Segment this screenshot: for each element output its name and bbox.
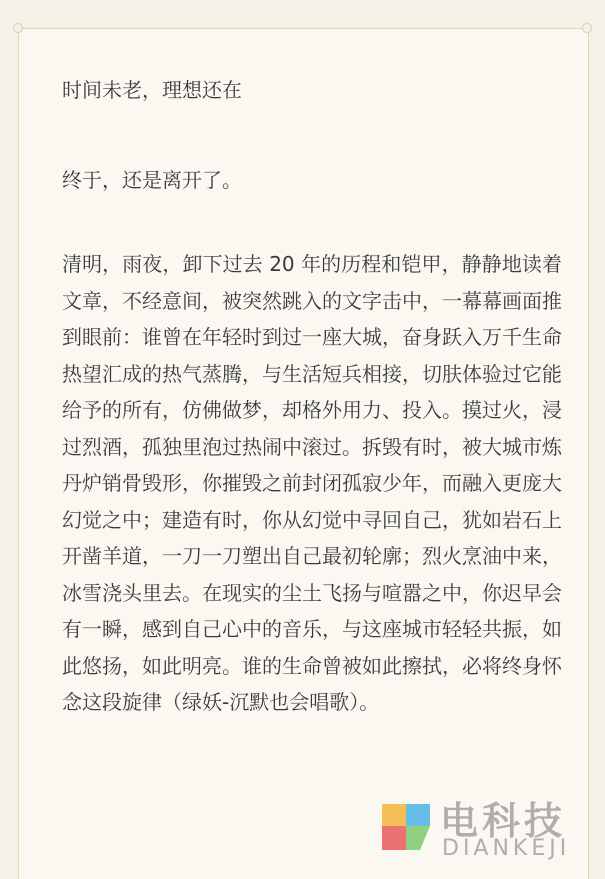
article-body: 清明，雨夜，卸下过去 20 年的历程和铠甲，静静地读着文章，不经意间，被突然跳入的文字击中，一幕幕画面推到眼前：谁曾在年轻时到过一座大城，奋身跃入万千生命热望汇成的热气蒸腾，与生活短兵相接，切肤体验过它能给予的所有，仿佛做梦，却格外用力、投入。摸过火，浸过烈酒，孤独里泡过热闹中滚过。拆毁有时，被大城市炼丹炉销骨毁形，你摧毁之前封闭孤寂少年，而融入更庞大幻觉之中；建造有时，你从幻觉中寻回自己，犹如岩石上开凿羊道，一刀一刀塑出自己最初轮廓；烈火烹油中来，冰雪浇头里去。在现实的尘土飞扬与喧嚣之中，你迟早会有一瞬，感到自己心中的音乐，与这座城市轻轻共振，如此悠扬，如此明亮。谁的生命曾被如此擦拭，必将终身怀念这段旋律（绿妖-沉默也会唱歌）。 bbox=[62, 252, 562, 714]
frame-corner-ornament bbox=[582, 23, 592, 33]
watermark-sub-text: DIANKEJI bbox=[442, 836, 571, 861]
article-content bbox=[62, 72, 562, 721]
watermark-main-text: 电科技 bbox=[440, 799, 567, 843]
watermark bbox=[380, 782, 590, 862]
article-lead: 终于，还是离开了。 bbox=[62, 168, 242, 192]
diankeji-logo-icon bbox=[380, 800, 432, 852]
article-title: 时间未老，理想还在 bbox=[62, 78, 242, 102]
frame-corner-ornament bbox=[13, 23, 23, 33]
